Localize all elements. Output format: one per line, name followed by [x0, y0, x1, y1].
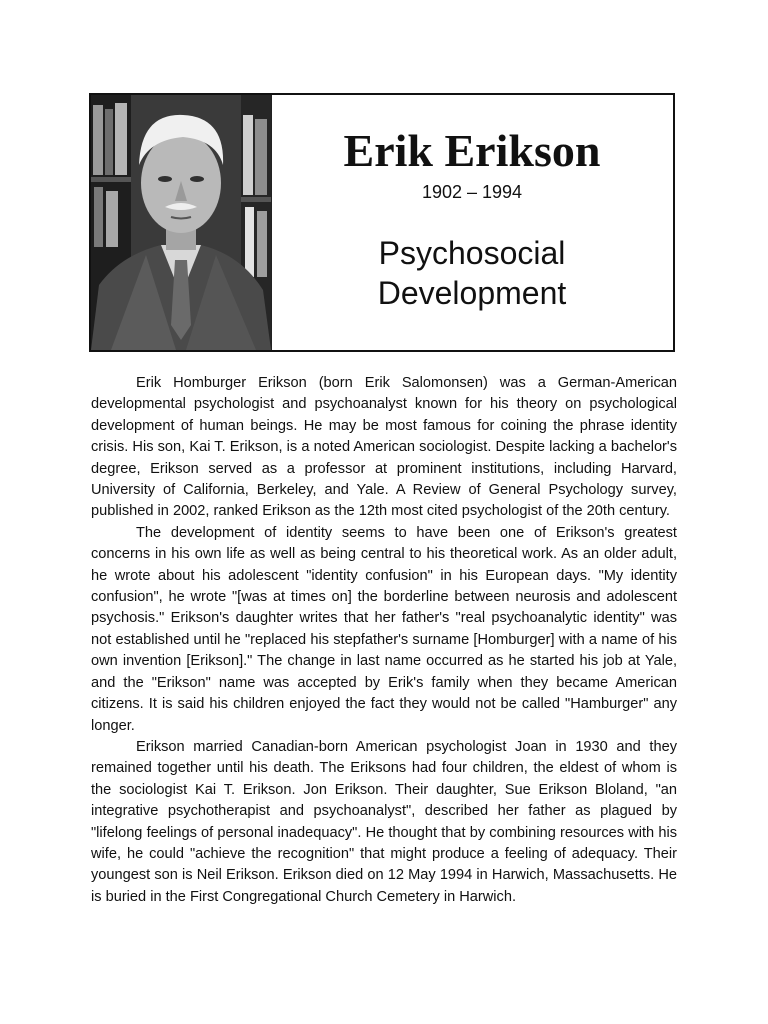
paragraph-3: Erikson married Canadian-born American psychologist Joan in 1930 and they remained together until his death. The Eriksons had four children, the eldest of whom is the sociologist Kai T. Erikson. Jon Erikson. Their daughter, Sue Erikson Bloland, "an integrative psychotherapist and psychoanalyst", described her father as plagued by "lifelong feelings of personal inadequacy". He thought that by combining resources with his wife, he could "achieve the recognition" that might produce a feeling of adequacy. Their youngest son is Neil Erikson. Erikson died on 12 May 1994 in Harwich, Massachusetts. He is buried in the First Congregational Church Cemetery in Harwich. — [91, 738, 677, 905]
paragraph-2: The development of identity seems to have been one of Erikson's greatest concerns in his own life as well as being central to his theoretical work. As an older adult, he wrote about his adolescent "identity confusion" in his European days. "My identity confusion", he wrote "[was at times on] the borderline between neurosis and adolescent psychosis." Erikson's daughter writes that her father's "real psychoanalytic identity" was not established until he "replaced his stepfather's surname [Homburger] with a name of his own invention [Erikson]." The change in last name occurred as he started his job at Yale, and the "Erikson" name was accepted by Erik's family when they became American citizens. It is said his children enjoyed the fact they would not be called "Hamburger" any longer. — [91, 524, 677, 734]
title-block — [271, 95, 673, 350]
subtitle-line-1: Psychosocial — [378, 235, 566, 271]
paragraph-1: Erik Homburger Erikson (born Erik Salomonsen) was a German-American developmental psychologist and psychoanalyst known for his theory on psychological development of human beings. He may be most famous for coining the phrase identity crisis. His son, Kai T. Erikson, is a noted American sociologist. Despite lacking a bachelor's degree, Erikson served as a professor at prominent institutions, including Harvard, University of California, Berkeley, and Yale. A Review of General Psychology survey, published in 2002, ranked Erikson as the 12th most cited psychologist of the 20th century. — [91, 375, 677, 520]
header-box — [89, 93, 675, 352]
biography-text — [91, 373, 677, 908]
portrait-illustration — [91, 95, 271, 350]
page-title: Erik Erikson — [343, 125, 601, 176]
portrait-photo — [91, 95, 272, 350]
subtitle — [271, 233, 673, 313]
subtitle-line-2: Development — [377, 275, 567, 311]
life-years: 1902 – 1994 — [421, 182, 523, 202]
